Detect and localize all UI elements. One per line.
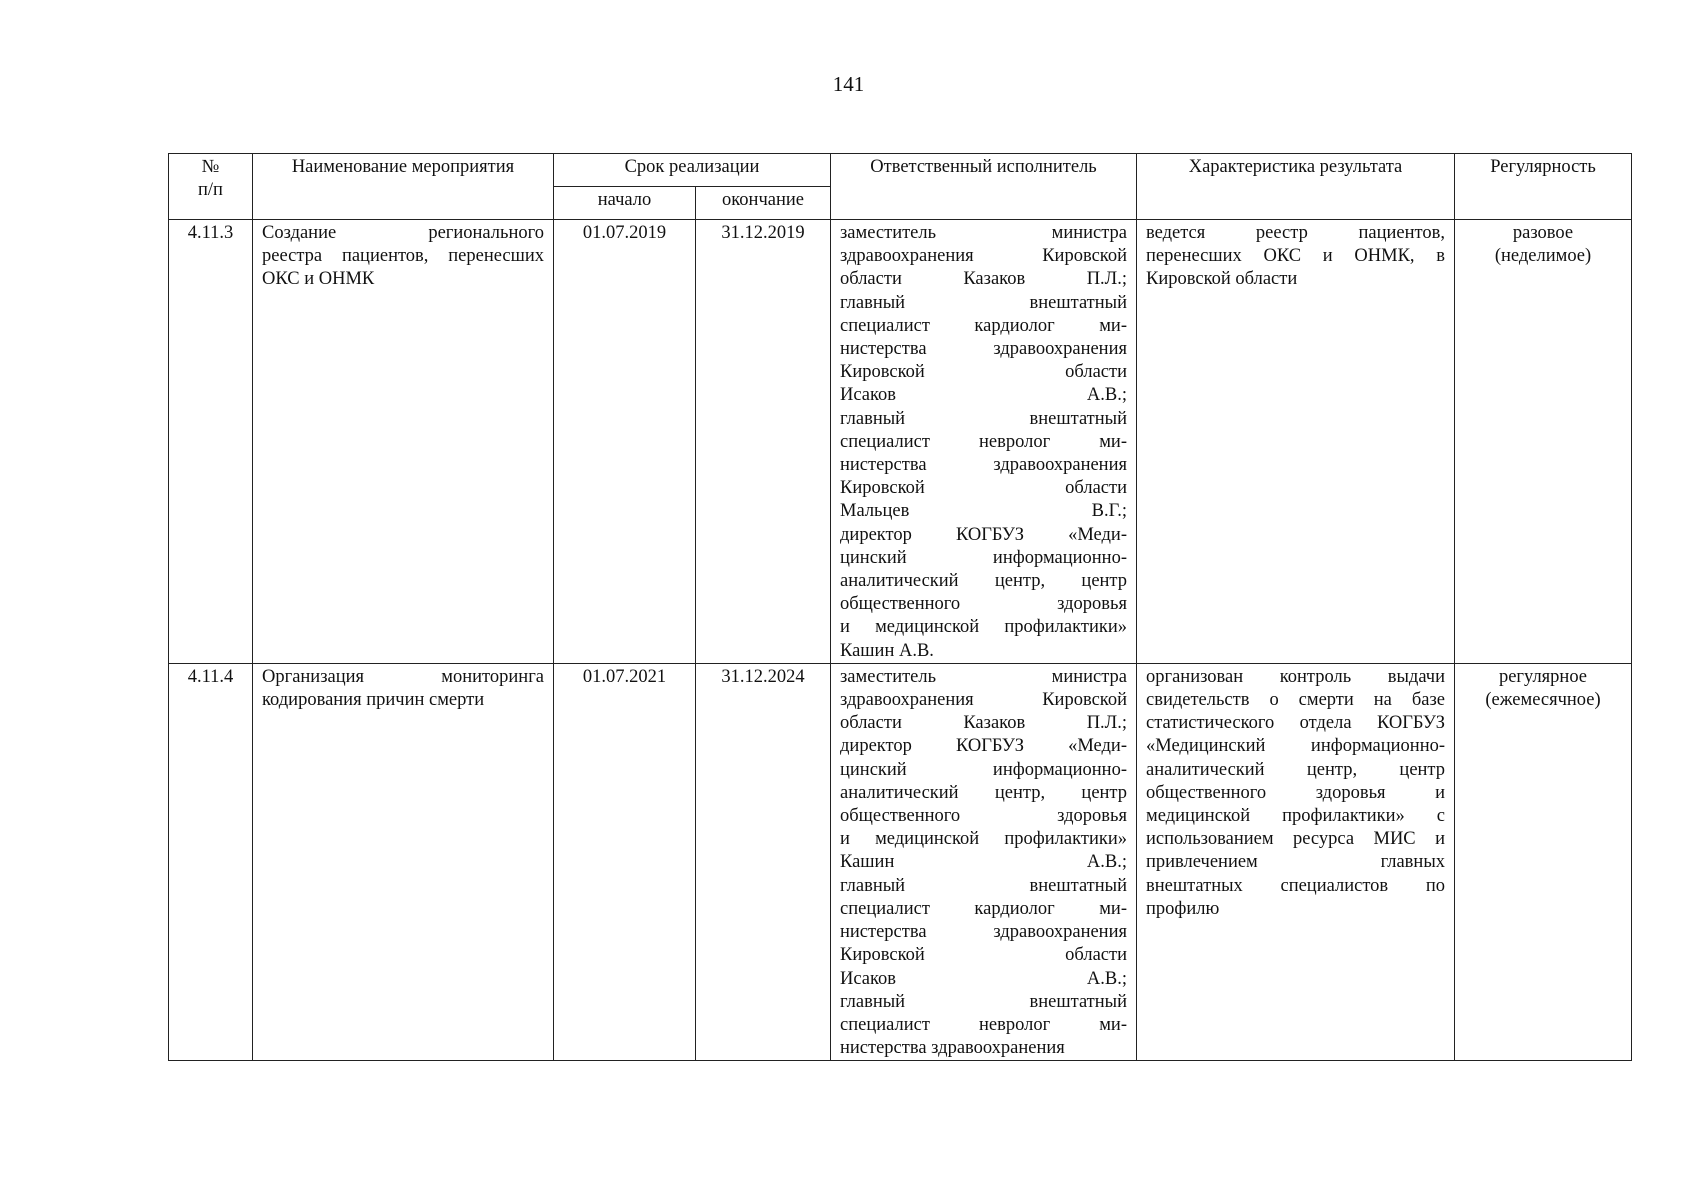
text-line: общественного здоровья и — [1146, 782, 1445, 803]
activity-name — [253, 220, 554, 664]
start-date: 01.07.2021 — [554, 663, 696, 1060]
responsible-executor — [831, 663, 1137, 1060]
page-number: 141 — [832, 72, 865, 96]
text-line: главный внештатный — [840, 408, 1127, 429]
text-line: Кашин А.В. — [840, 640, 934, 661]
text-line: статистического отдела КОГБУЗ — [1146, 713, 1445, 734]
text-line: ведется реестр пациентов, — [1146, 223, 1445, 243]
header-responsible: Ответственный исполнитель — [831, 154, 1137, 220]
text-line: директор КОГБУЗ «Меди- — [840, 736, 1127, 757]
result-characteristic — [1137, 220, 1455, 664]
table-row — [169, 663, 1632, 1060]
text-line: Организация мониторинга — [262, 666, 544, 687]
text-line: свидетельств о смерти на базе — [1146, 690, 1445, 711]
text-line: Создание регионального — [262, 223, 544, 243]
text-line: директор КОГБУЗ «Меди- — [840, 524, 1127, 545]
start-date: 01.07.2019 — [554, 220, 696, 664]
header-period: Срок реализации — [554, 154, 831, 187]
text-line: заместитель министра — [840, 666, 1127, 687]
text-line: главный внештатный — [840, 292, 1127, 313]
header-end: окончание — [696, 187, 831, 220]
text-line: цинский информационно- — [840, 547, 1127, 568]
text-line: внештатных специалистов по — [1146, 875, 1445, 896]
text-line: «Медицинский информационно- — [1146, 736, 1445, 757]
end-date: 31.12.2024 — [696, 663, 831, 1060]
text-line: организован контроль выдачи — [1146, 666, 1445, 687]
header-result: Характеристика результата — [1137, 154, 1455, 220]
header-regularity: Регулярность — [1455, 154, 1632, 220]
text-line: аналитический центр, центр — [840, 782, 1127, 803]
text-line: привлечением главных — [1146, 852, 1445, 873]
result-characteristic — [1137, 663, 1455, 1060]
text-line: нистерства здравоохранения — [840, 455, 1127, 476]
text-line: общественного здоровья — [840, 594, 1127, 615]
text-line: регулярное — [1498, 666, 1588, 687]
activities-table — [168, 153, 1632, 1061]
text-line: общественного здоровья — [840, 806, 1127, 827]
text-line: (ежемесячное) — [1485, 690, 1601, 711]
text-line: Кировской области — [840, 945, 1127, 966]
row-number: 4.11.4 — [169, 663, 253, 1060]
text-line: использованием ресурса МИС и — [1146, 829, 1445, 850]
header-num: № п/п — [169, 154, 253, 220]
text-line: реестра пациентов, перенесших — [262, 246, 544, 267]
header-name: Наименование мероприятия — [253, 154, 554, 220]
text-line: главный внештатный — [840, 875, 1127, 896]
text-line: и медицинской профилактики» — [840, 829, 1127, 850]
responsible-executor — [831, 220, 1137, 664]
table-row — [169, 220, 1632, 664]
text-line: нистерства здравоохранения — [840, 339, 1127, 360]
text-line: разовое — [1512, 223, 1574, 243]
text-line: здравоохранения Кировской — [840, 690, 1127, 711]
activity-name — [253, 663, 554, 1060]
regularity — [1455, 663, 1632, 1060]
text-line: здравоохранения Кировской — [840, 246, 1127, 267]
text-line: перенесших ОКС и ОНМК, в — [1146, 246, 1445, 267]
text-line: медицинской профилактики» с — [1146, 806, 1445, 827]
text-line: Кировской области — [840, 362, 1127, 383]
end-date: 31.12.2019 — [696, 220, 831, 664]
text-line: специалист кардиолог ми- — [840, 898, 1127, 919]
regularity — [1455, 220, 1632, 664]
text-line: Исаков А.В.; — [840, 385, 1127, 406]
text-line: нистерства здравоохранения — [840, 1038, 1065, 1059]
text-line: главный внештатный — [840, 991, 1127, 1012]
text-line: Кировской области — [1146, 269, 1298, 290]
text-line: специалист кардиолог ми- — [840, 315, 1127, 336]
text-line: Кировской области — [840, 478, 1127, 499]
header-start: начало — [554, 187, 696, 220]
text-line: нистерства здравоохранения — [840, 922, 1127, 943]
text-line: специалист невролог ми- — [840, 1014, 1127, 1035]
text-line: специалист невролог ми- — [840, 431, 1127, 452]
text-line: профилю — [1146, 898, 1220, 919]
text-line: (неделимое) — [1494, 246, 1592, 267]
text-line: кодирования причин смерти — [262, 690, 485, 711]
text-line: аналитический центр, центр — [1146, 759, 1445, 780]
text-line: и медицинской профилактики» — [840, 617, 1127, 638]
text-line: аналитический центр, центр — [840, 571, 1127, 592]
text-line: ОКС и ОНМК — [262, 269, 375, 290]
row-number: 4.11.3 — [169, 220, 253, 664]
text-line: цинский информационно- — [840, 759, 1127, 780]
text-line: заместитель министра — [840, 223, 1127, 243]
text-line: области Казаков П.Л.; — [840, 713, 1127, 734]
text-line: Кашин А.В.; — [840, 852, 1127, 873]
text-line: области Казаков П.Л.; — [840, 269, 1127, 290]
text-line: Исаков А.В.; — [840, 968, 1127, 989]
text-line: Мальцев В.Г.; — [840, 501, 1127, 522]
